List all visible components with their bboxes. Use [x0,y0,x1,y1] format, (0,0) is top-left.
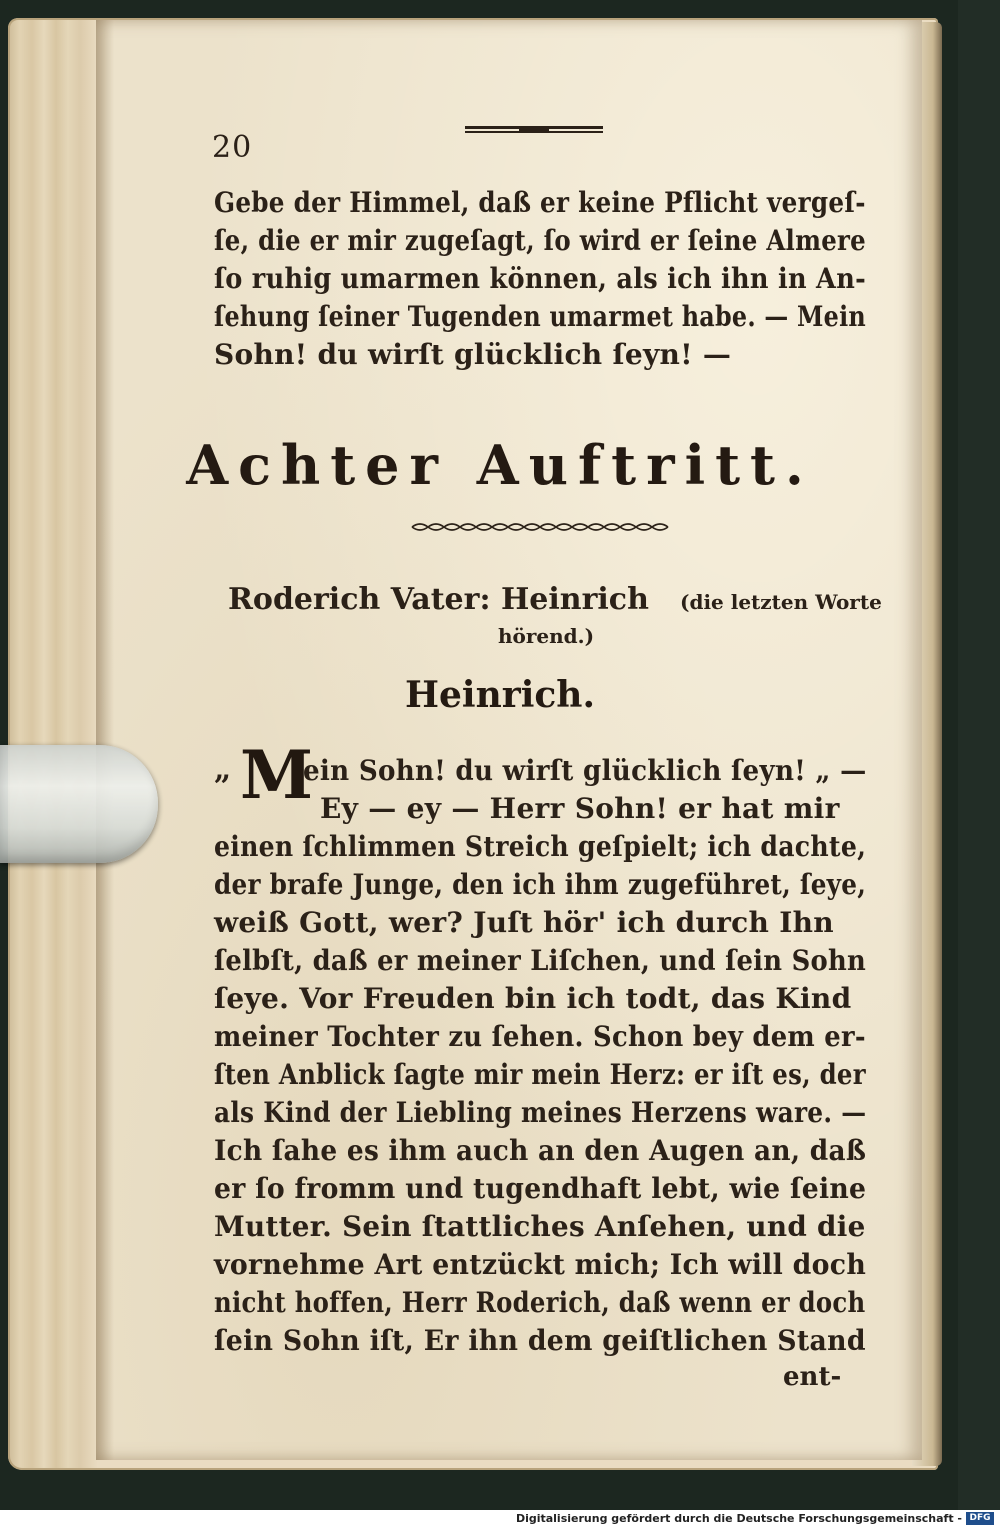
speech-line: ſelbſt, daß er meiner Liſchen, und ſein Sohn [214,944,867,977]
speech-line: Mutter. Sein ſtattliches Anſehen, und die [214,1210,866,1243]
intro-line: Gebe der Himmel, daß er keine Pflicht vergeſ- [214,186,866,219]
speech-line: ſeye. Vor Freuden bin ich todt, das Kind [214,982,852,1015]
speech-first-line: ein Sohn! du wirſt glücklich ſeyn! „ — [303,754,867,787]
funding-credit: Digitalisierung gefördert durch die Deutsche Forschungsgemeinschaft - [515,1512,962,1525]
speech-line: als Kind der Liebling meines Herzens ware. — [214,1096,867,1129]
speech-line: vornehme Art entzückt mich; Ich will doch [214,1248,867,1281]
gutter-shadow [96,20,114,1460]
speech-line: meiner Tochter zu ſehen. Schon bey dem er- [214,1020,866,1053]
intro-line: ſe, die er mir zugeſagt, ſo wird er ſeine Almere [214,224,866,257]
speech-line: ſten Anblick ſagte mir mein Herz: er iſt es, der [214,1058,866,1091]
speech-line: er ſo fromm und tugendhaft lebt, wie ſeine [214,1172,867,1205]
page-clip [0,745,158,863]
speech-line: ſein Sohn iſt, Er ihn dem geiſtlichen Stand [214,1324,866,1357]
speech-line: Ich ſahe es ihm auch an den Augen an, daß [214,1134,867,1167]
speaker-name: Heinrich. [404,674,596,716]
page-number: 20 [212,130,253,165]
header-rule-ornament [465,124,603,136]
dfg-logo: DFG [966,1512,994,1525]
opening-quote: „ [214,752,232,787]
cast-names: Roderich Vater: Heinrich [228,582,649,617]
speech-line: einen ſchlimmen Streich geſpielt; ich dachte, [214,830,867,863]
stage-direction-line1: (die letzten Worte [680,590,882,614]
speech-line: nicht hoffen, Herr Roderich, daß wenn er doch [214,1286,866,1319]
stage-direction-line2: hörend.) [498,624,595,648]
intro-line: ſo ruhig umarmen können, als ich ihn in An- [214,262,866,295]
scan-border [958,0,1000,1510]
intro-line: ſehung ſeiner Tugenden umarmet habe. — Mein [214,300,866,333]
speech-line: weiß Gott, wer? Juſt hör' ich durch Ihn [214,906,834,939]
intro-line: Sohn! du wirſt glücklich ſeyn! — [214,338,732,371]
drop-cap: M [240,736,314,814]
catchword: ent- [783,1362,842,1392]
speech-line: Ey — ey — Herr Sohn! er hat mir [320,792,840,825]
divider-ornament [410,520,672,534]
scene-heading: Achter Auftritt. [186,433,814,497]
speech-line: der brafe Junge, den ich ihm zugeführet, ſeye, [214,868,867,901]
